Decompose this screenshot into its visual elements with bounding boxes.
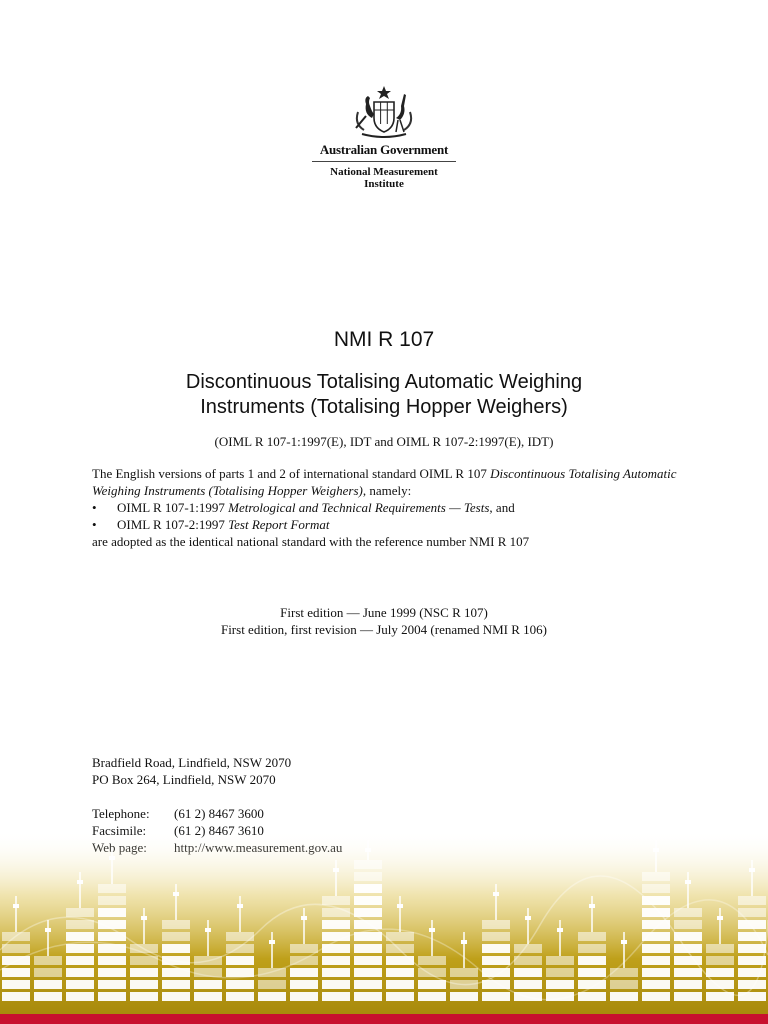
equalizer-block xyxy=(354,908,382,917)
document-title-line1: Discontinuous Totalising Automatic Weighing xyxy=(185,371,583,393)
equalizer-dot xyxy=(77,880,83,884)
equalizer-block xyxy=(34,992,62,1001)
equalizer-block xyxy=(546,980,574,989)
equalizer-block xyxy=(2,980,30,989)
equalizer-block xyxy=(706,968,734,977)
equalizer-block xyxy=(162,956,190,965)
equalizer-block xyxy=(194,992,222,1001)
telephone-label: Telephone: xyxy=(92,806,150,821)
equalizer-block xyxy=(226,980,254,989)
equalizer-block xyxy=(226,932,254,941)
equalizer-block xyxy=(706,992,734,1001)
equalizer-dot xyxy=(141,916,147,920)
equalizer-dot xyxy=(173,892,179,896)
equalizer-block xyxy=(610,968,638,977)
equalizer-block xyxy=(226,992,254,1001)
equalizer-block xyxy=(642,884,670,893)
equalizer-block xyxy=(738,968,766,977)
commonwealth-coat-of-arms-icon xyxy=(344,84,424,140)
equalizer-block xyxy=(194,968,222,977)
equalizer-block xyxy=(354,872,382,881)
equalizer-block xyxy=(194,980,222,989)
equalizer-block xyxy=(354,968,382,977)
equalizer-block xyxy=(194,956,222,965)
equalizer-block xyxy=(226,956,254,965)
equalizer-block xyxy=(674,968,702,977)
equalizer-dot xyxy=(429,928,435,932)
equalizer-block xyxy=(258,980,286,989)
government-name: Australian Government xyxy=(319,142,449,157)
equalizer-dot xyxy=(717,916,723,920)
equalizer-block xyxy=(482,992,510,1001)
equalizer-block xyxy=(162,968,190,977)
equalizer-block xyxy=(482,980,510,989)
equalizer-block xyxy=(226,968,254,977)
equalizer-block xyxy=(322,896,350,905)
equalizer-block xyxy=(578,968,606,977)
equalizer-dot xyxy=(685,880,691,884)
equalizer-block xyxy=(322,944,350,953)
equalizer-block xyxy=(130,992,158,1001)
equalizer-block xyxy=(642,908,670,917)
equalizer-dot xyxy=(205,928,211,932)
equalizer-block xyxy=(66,968,94,977)
equalizer-dot xyxy=(493,892,499,896)
equalizer-block xyxy=(450,968,478,977)
equalizer-block xyxy=(642,956,670,965)
document-number: NMI R 107 xyxy=(333,328,435,351)
equalizer-block xyxy=(642,920,670,929)
equalizer-block xyxy=(322,908,350,917)
telephone-value: (61 2) 8467 3600 xyxy=(174,806,264,821)
equalizer-block xyxy=(162,980,190,989)
postal-address xyxy=(92,754,291,788)
equalizer-block xyxy=(98,992,126,1001)
equalizer-block xyxy=(66,920,94,929)
equalizer-block xyxy=(354,920,382,929)
equalizer-block xyxy=(66,908,94,917)
equalizer-block xyxy=(290,980,318,989)
equalizer-block xyxy=(738,944,766,953)
equalizer-dot xyxy=(269,940,275,944)
intro-lead xyxy=(92,465,692,499)
equalizer-block xyxy=(738,920,766,929)
equalizer-dot xyxy=(13,904,19,908)
equalizer-block xyxy=(642,968,670,977)
intro-lead-italic: Discontinuous Totalising Automatic Weighing Instruments (Totalising Hopper Weighers) xyxy=(92,466,677,498)
equalizer-block xyxy=(162,932,190,941)
equalizer-block xyxy=(482,944,510,953)
equalizer-block xyxy=(514,944,542,953)
equalizer-block xyxy=(450,992,478,1001)
equalizer-block xyxy=(482,956,510,965)
equalizer-block xyxy=(386,932,414,941)
equalizer-block xyxy=(578,992,606,1001)
address-line: PO Box 264, Lindfield, NSW 2070 xyxy=(92,772,276,787)
equalizer-block xyxy=(98,908,126,917)
equalizer-block xyxy=(674,980,702,989)
government-logo xyxy=(312,84,456,190)
equalizer-block xyxy=(578,944,606,953)
intro-closing: are adopted as the identical national standard with the reference number NMI R 107 xyxy=(92,534,530,549)
equalizer-block xyxy=(258,968,286,977)
equalizer-block xyxy=(290,956,318,965)
equalizer-dot xyxy=(749,868,755,872)
edition-line: First edition — June 1999 (NSC R 107) xyxy=(280,605,488,620)
equalizer-block xyxy=(290,992,318,1001)
telephone-row xyxy=(92,805,342,822)
part-suffix: , and xyxy=(489,500,515,515)
equalizer-block xyxy=(418,992,446,1001)
equalizer-block xyxy=(738,980,766,989)
equalizer-dot xyxy=(621,940,627,944)
equalizer-block xyxy=(546,992,574,1001)
equalizer-block xyxy=(98,968,126,977)
equalizer-block xyxy=(354,980,382,989)
equalizer-block xyxy=(258,992,286,1001)
equalizer-block xyxy=(642,980,670,989)
equalizer-block xyxy=(514,968,542,977)
equalizer-block xyxy=(66,932,94,941)
equalizer-block xyxy=(642,992,670,1001)
part-code: OIML R 107-2:1997 xyxy=(117,517,229,532)
equalizer-block xyxy=(674,908,702,917)
equalizer-block xyxy=(386,980,414,989)
equalizer-block xyxy=(34,980,62,989)
equalizer-block xyxy=(386,956,414,965)
equalizer-block xyxy=(290,944,318,953)
document-title-line2: Instruments (Totalising Hopper Weighers) xyxy=(200,396,568,418)
equalizer-dot xyxy=(461,940,467,944)
footer-red-bar xyxy=(0,1014,768,1024)
institute-name-line1: National Measurement xyxy=(330,166,438,178)
equalizer-dot xyxy=(397,904,403,908)
equalizer-block xyxy=(642,872,670,881)
equalizer-block xyxy=(642,932,670,941)
equalizer-block xyxy=(130,956,158,965)
equalizer-block xyxy=(34,968,62,977)
equalizer-block xyxy=(226,944,254,953)
equalizer-block xyxy=(738,908,766,917)
equalizer-block xyxy=(322,956,350,965)
equalizer-block xyxy=(354,932,382,941)
equalizer-block xyxy=(610,992,638,1001)
equalizer-block xyxy=(354,884,382,893)
intro-lead-text: The English versions of parts 1 and 2 of international standard OIML R 107 xyxy=(92,466,491,481)
equalizer-block xyxy=(738,956,766,965)
equalizer-block xyxy=(546,956,574,965)
equalizer-block xyxy=(98,896,126,905)
equalizer-dot xyxy=(365,848,371,852)
part-title: Test Report Format xyxy=(228,517,330,532)
equalizer-block xyxy=(418,956,446,965)
equalizer-block xyxy=(354,860,382,869)
standard-parts-list xyxy=(92,499,692,533)
equalizer-block xyxy=(322,932,350,941)
part-title: Metrological and Technical Requirements — Tests xyxy=(228,500,490,515)
equalizer-block xyxy=(738,992,766,1001)
equalizer-dot xyxy=(109,856,115,860)
equalizer-block xyxy=(322,968,350,977)
equalizer-block xyxy=(66,980,94,989)
equalizer-block xyxy=(706,944,734,953)
equalizer-block xyxy=(290,968,318,977)
equalizer-block xyxy=(514,956,542,965)
equalizer-block xyxy=(98,920,126,929)
equalizer-block xyxy=(354,944,382,953)
equalizer-block xyxy=(674,956,702,965)
equalizer-dot xyxy=(301,916,307,920)
equalizer-block xyxy=(482,920,510,929)
equalizer-block xyxy=(386,944,414,953)
list-item xyxy=(92,516,692,533)
equalizer-block xyxy=(162,944,190,953)
equalizer-block xyxy=(66,956,94,965)
equalizer-block xyxy=(98,944,126,953)
equalizer-block xyxy=(514,980,542,989)
equalizer-block xyxy=(386,992,414,1001)
equalizer-block xyxy=(674,920,702,929)
equalizer-block xyxy=(34,956,62,965)
equalizer-block xyxy=(98,956,126,965)
list-item xyxy=(92,499,692,516)
equalizer-block xyxy=(130,980,158,989)
equalizer-block xyxy=(578,980,606,989)
equalizer-block xyxy=(2,956,30,965)
equalizer-dot xyxy=(333,868,339,872)
equalizer-block xyxy=(482,932,510,941)
equalizer-dot xyxy=(653,848,659,852)
equalizer-block xyxy=(322,992,350,1001)
equalizer-dot xyxy=(589,904,595,908)
equalizer-block xyxy=(674,944,702,953)
equalizer-block xyxy=(738,896,766,905)
equalizer-block xyxy=(2,944,30,953)
equalizer-block xyxy=(2,968,30,977)
equalizer-block xyxy=(642,896,670,905)
equalizer-block xyxy=(482,968,510,977)
equalizer-block xyxy=(450,980,478,989)
equalizer-block xyxy=(738,932,766,941)
intro-lead-end: , namely: xyxy=(362,483,412,498)
equalizer-block xyxy=(674,992,702,1001)
equalizer-block xyxy=(386,968,414,977)
equalizer-block xyxy=(2,992,30,1001)
equalizer-block xyxy=(2,932,30,941)
equalizer-dot xyxy=(237,904,243,908)
equalizer-block xyxy=(162,992,190,1001)
institute-name-line2: Institute xyxy=(364,178,404,190)
part-code: OIML R 107-1:1997 xyxy=(117,500,229,515)
equalizer-block xyxy=(354,956,382,965)
equalizer-block xyxy=(642,944,670,953)
equalizer-block xyxy=(610,980,638,989)
edition-line: First edition, first revision — July 2004 (renamed NMI R 106) xyxy=(220,622,548,637)
equalizer-block xyxy=(130,944,158,953)
equalizer-block xyxy=(546,968,574,977)
equalizer-block xyxy=(418,980,446,989)
equalizer-block xyxy=(98,932,126,941)
document-title xyxy=(0,370,768,420)
equalizer-block xyxy=(514,992,542,1001)
equalizer-block xyxy=(578,956,606,965)
equalizer-block xyxy=(162,920,190,929)
footer-decoration xyxy=(0,830,768,1014)
intro-paragraph xyxy=(92,465,692,550)
equalizer-block xyxy=(578,932,606,941)
equalizer-dot xyxy=(45,928,51,932)
address-line: Bradfield Road, Lindfield, NSW 2070 xyxy=(92,755,292,770)
equalizer-dot xyxy=(557,928,563,932)
equalizer-block xyxy=(130,968,158,977)
equalizer-block xyxy=(354,992,382,1001)
oiml-reference: (OIML R 107-1:1997(E), IDT and OIML R 107-2:1997(E), IDT) xyxy=(214,434,554,449)
equalizer-block xyxy=(418,968,446,977)
equalizer-block xyxy=(322,920,350,929)
equalizer-block xyxy=(98,980,126,989)
equalizer-block xyxy=(66,944,94,953)
equalizer-block xyxy=(66,992,94,1001)
equalizer-block xyxy=(706,956,734,965)
equalizer-dot xyxy=(525,916,531,920)
edition-history xyxy=(0,604,768,638)
equalizer-block xyxy=(98,884,126,893)
equalizer-block xyxy=(674,932,702,941)
equalizer-block xyxy=(322,980,350,989)
logo-divider xyxy=(312,161,456,162)
equalizer-block xyxy=(706,980,734,989)
equalizer-block xyxy=(354,896,382,905)
